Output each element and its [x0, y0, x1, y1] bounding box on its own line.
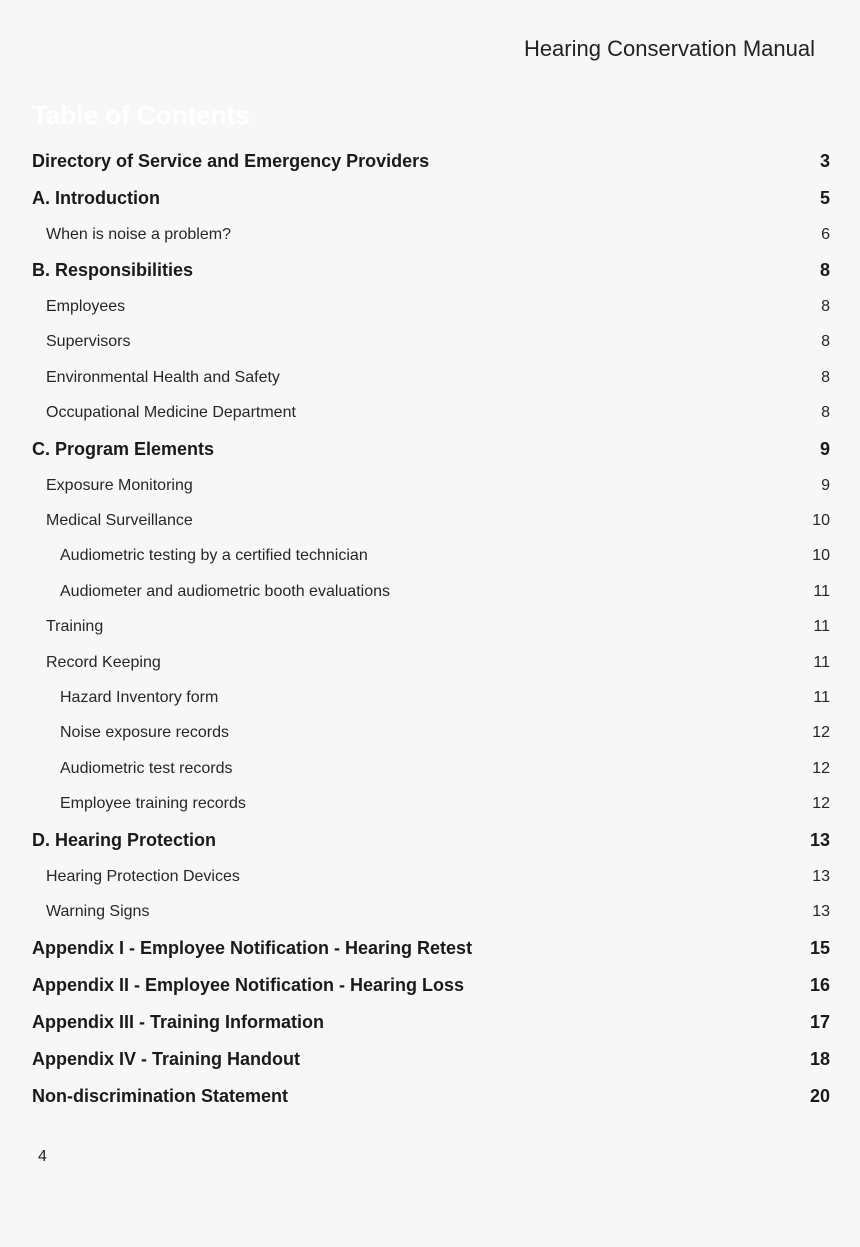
table-of-contents	[32, 143, 830, 1115]
toc-entry-page-number: 20	[809, 1085, 830, 1106]
toc-entry-page-number: 11	[813, 582, 830, 600]
toc-entry-page-number: 11	[813, 688, 830, 706]
toc-entry-label: D. Hearing Protection	[32, 829, 217, 850]
toc-entry-page-number: 12	[812, 795, 830, 813]
toc-entry-20[interactable]	[32, 822, 830, 859]
toc-entry-page-number: 3	[819, 151, 830, 171]
toc-entry-label: Employees	[46, 298, 126, 316]
toc-entry-12[interactable]	[32, 539, 830, 574]
toc-entry-page-number: 10	[812, 512, 830, 530]
toc-entry-page-number: 13	[812, 867, 830, 885]
toc-entry-page-number: 5	[819, 188, 830, 208]
toc-entry-4[interactable]	[32, 252, 830, 289]
toc-entry-19[interactable]	[32, 786, 830, 821]
toc-entry-label: Appendix I - Employee Notification - Hearing Retest	[32, 937, 473, 958]
toc-entry-7[interactable]	[32, 360, 830, 395]
toc-entry-label: Non-discrimination Statement	[32, 1085, 289, 1106]
toc-entry-label: A. Introduction	[32, 188, 160, 208]
toc-entry-page-number: 13	[809, 829, 830, 850]
toc-entry-3[interactable]	[32, 217, 830, 252]
toc-title: Table of Contents	[32, 100, 250, 130]
toc-entry-24[interactable]	[32, 967, 830, 1004]
toc-entry-page-number: 8	[821, 368, 830, 386]
toc-entry-10[interactable]	[32, 468, 830, 503]
toc-entry-label: Exposure Monitoring	[46, 476, 193, 494]
toc-entry-page-number: 18	[809, 1048, 830, 1069]
toc-entry-17[interactable]	[32, 716, 830, 751]
toc-entry-22[interactable]	[32, 894, 830, 929]
toc-entry-page-number: 6	[821, 225, 830, 243]
toc-entry-label: Environmental Health and Safety	[46, 368, 280, 386]
toc-entry-8[interactable]	[32, 396, 830, 431]
toc-entry-25[interactable]	[32, 1004, 830, 1041]
toc-entry-label: Noise exposure records	[60, 724, 229, 742]
toc-entry-page-number: 15	[809, 937, 830, 958]
running-header: Hearing Conservation Manual	[523, 36, 815, 61]
toc-entry-page-number: 17	[809, 1011, 830, 1032]
toc-entry-13[interactable]	[32, 574, 830, 609]
toc-entry-page-number: 8	[821, 298, 830, 316]
toc-entry-label: Audiometric test records	[60, 759, 233, 777]
toc-entry-26[interactable]	[32, 1041, 830, 1078]
toc-entry-9[interactable]	[32, 431, 830, 468]
toc-entry-label: Hearing Protection Devices	[46, 867, 240, 885]
toc-entry-label: Hazard Inventory form	[60, 688, 219, 706]
toc-entry-label: Warning Signs	[46, 902, 150, 920]
toc-entry-23[interactable]	[32, 930, 830, 967]
toc-entry-page-number: 9	[821, 476, 830, 494]
toc-entry-11[interactable]	[32, 503, 830, 538]
toc-entry-page-number: 13	[812, 902, 830, 920]
toc-entry-label: Record Keeping	[46, 653, 161, 671]
toc-entry-page-number: 9	[819, 438, 830, 459]
toc-entry-label: When is noise a problem?	[46, 225, 231, 243]
toc-entry-label: Training	[46, 618, 104, 636]
toc-entry-page-number: 8	[821, 404, 830, 422]
toc-entry-label: Audiometer and audiometric booth evaluations	[60, 582, 390, 600]
toc-entry-27[interactable]	[32, 1078, 830, 1115]
page-number: 4	[38, 1148, 47, 1165]
toc-entry-15[interactable]	[32, 645, 830, 680]
toc-entry-2[interactable]	[32, 180, 830, 217]
toc-entry-label: Occupational Medicine Department	[46, 404, 296, 422]
toc-entry-page-number: 8	[819, 260, 830, 281]
toc-entry-6[interactable]	[32, 325, 830, 360]
toc-entry-label: Appendix III - Training Information	[32, 1011, 324, 1032]
toc-entry-label: Audiometric testing by a certified technician	[60, 547, 368, 565]
toc-entry-5[interactable]	[32, 289, 830, 324]
toc-entry-page-number: 16	[809, 974, 830, 995]
toc-entry-label: Appendix II - Employee Notification - Hearing Loss	[32, 974, 465, 995]
toc-entry-page-number: 12	[812, 724, 830, 742]
toc-entry-page-number: 11	[813, 618, 830, 636]
toc-entry-21[interactable]	[32, 859, 830, 894]
toc-entry-label: Appendix IV - Training Handout	[32, 1048, 300, 1069]
toc-entry-label: B. Responsibilities	[32, 260, 194, 281]
toc-entry-label: Medical Surveillance	[46, 512, 193, 530]
toc-entry-label: Directory of Service and Emergency Providers	[32, 151, 430, 171]
toc-entry-1[interactable]	[32, 143, 830, 180]
toc-entry-page-number: 8	[821, 333, 830, 351]
toc-entry-label: Employee training records	[60, 795, 246, 813]
toc-entry-page-number: 12	[812, 759, 830, 777]
toc-entry-label: C. Program Elements	[32, 438, 215, 459]
toc-entry-label: Supervisors	[46, 333, 131, 351]
toc-entry-page-number: 10	[812, 547, 830, 565]
toc-entry-16[interactable]	[32, 680, 830, 715]
toc-entry-page-number: 11	[813, 653, 830, 671]
toc-entry-14[interactable]	[32, 610, 830, 645]
toc-entry-18[interactable]	[32, 751, 830, 786]
